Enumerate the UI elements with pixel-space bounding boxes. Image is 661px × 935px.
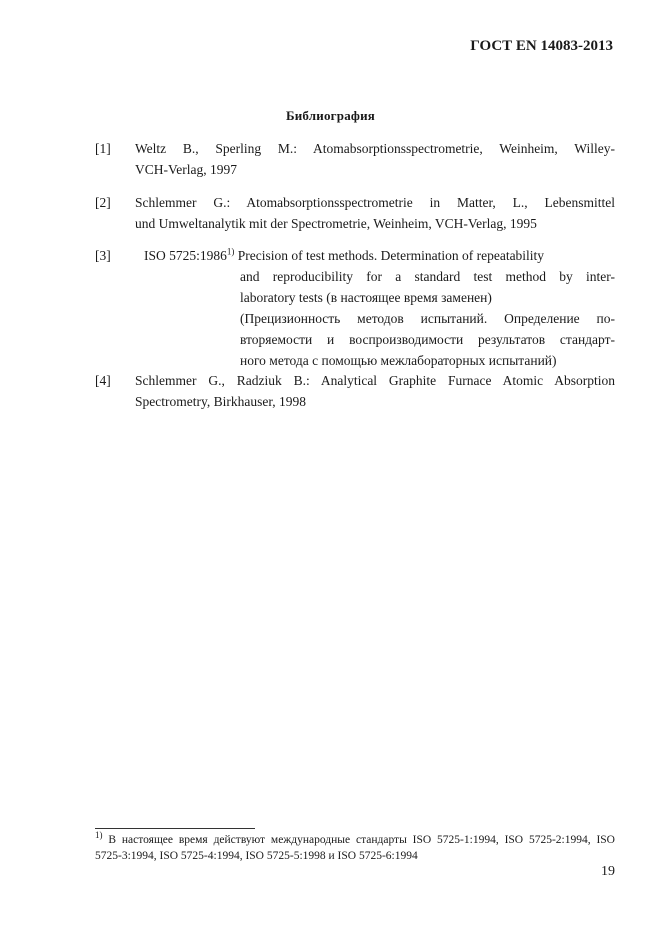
reference-item <box>95 370 615 412</box>
reference-line: and reproducibility for a standard test method by inter- <box>240 269 615 284</box>
page-title: Библиография <box>285 108 376 123</box>
reference-item <box>95 245 615 368</box>
footnote-line: 5725-3:1994, ISO 5725-4:1994, ISO 5725-5:1998 и ISO 5725-6:1994 <box>95 850 418 862</box>
footnote-marker: 1) <box>95 830 103 841</box>
reference-number: [2] <box>95 195 111 210</box>
reference-text <box>135 138 615 180</box>
footnote-line <box>95 832 615 848</box>
reference-number: [1] <box>95 141 111 156</box>
reference-line: Schlemmer G., Radziuk B.: Analytical Graphite Furnace Atomic Absorption <box>135 373 615 388</box>
reference-text <box>135 192 615 234</box>
reference-line: Precision of test methods. Determination of repeatability <box>237 248 545 263</box>
reference-item <box>95 138 615 180</box>
reference-line: laboratory tests (в настоящее время заменен) <box>240 290 492 305</box>
standard-code: ISO 5725:1986 <box>144 248 227 263</box>
reference-first-line <box>144 245 615 266</box>
page-number: 19 <box>601 864 615 879</box>
reference-line: Schlemmer G.: Atomabsorptionsspectrometrie in Matter, L., Lebensmittel <box>135 195 615 210</box>
reference-text <box>240 266 615 371</box>
reference-line: Spectrometry, Birkhauser, 1998 <box>135 394 307 409</box>
footnote-divider <box>95 828 255 829</box>
reference-item <box>95 192 615 234</box>
reference-number: [4] <box>95 373 111 388</box>
footnote-marker: 1) <box>226 246 235 257</box>
reference-line: Weltz B., Sperling M.: Atomabsorptionsspectrometrie, Weinheim, Willey- <box>135 141 615 156</box>
footnote <box>95 832 615 864</box>
reference-number: [3] <box>95 248 111 263</box>
reference-line: und Umweltanalytik mit der Spectrometrie, Weinheim, VCH-Verlag, 1995 <box>135 216 537 231</box>
reference-line: ного метода с помощью межлабораторных испытаний) <box>240 353 557 368</box>
reference-text <box>135 370 615 412</box>
reference-line: VCH-Verlag, 1997 <box>135 162 237 177</box>
reference-line: (Прецизионность методов испытаний. Определение по- <box>240 311 615 326</box>
standard-designation: ГОСТ EN 14083-2013 <box>470 38 613 54</box>
reference-line: вторяемости и воспроизводимости результатов стандарт- <box>240 332 615 347</box>
footnote-text: В настоящее время действуют международные стандарты ISO 5725-1:1994, ISO 5725-2:1994, ISO <box>108 834 615 846</box>
